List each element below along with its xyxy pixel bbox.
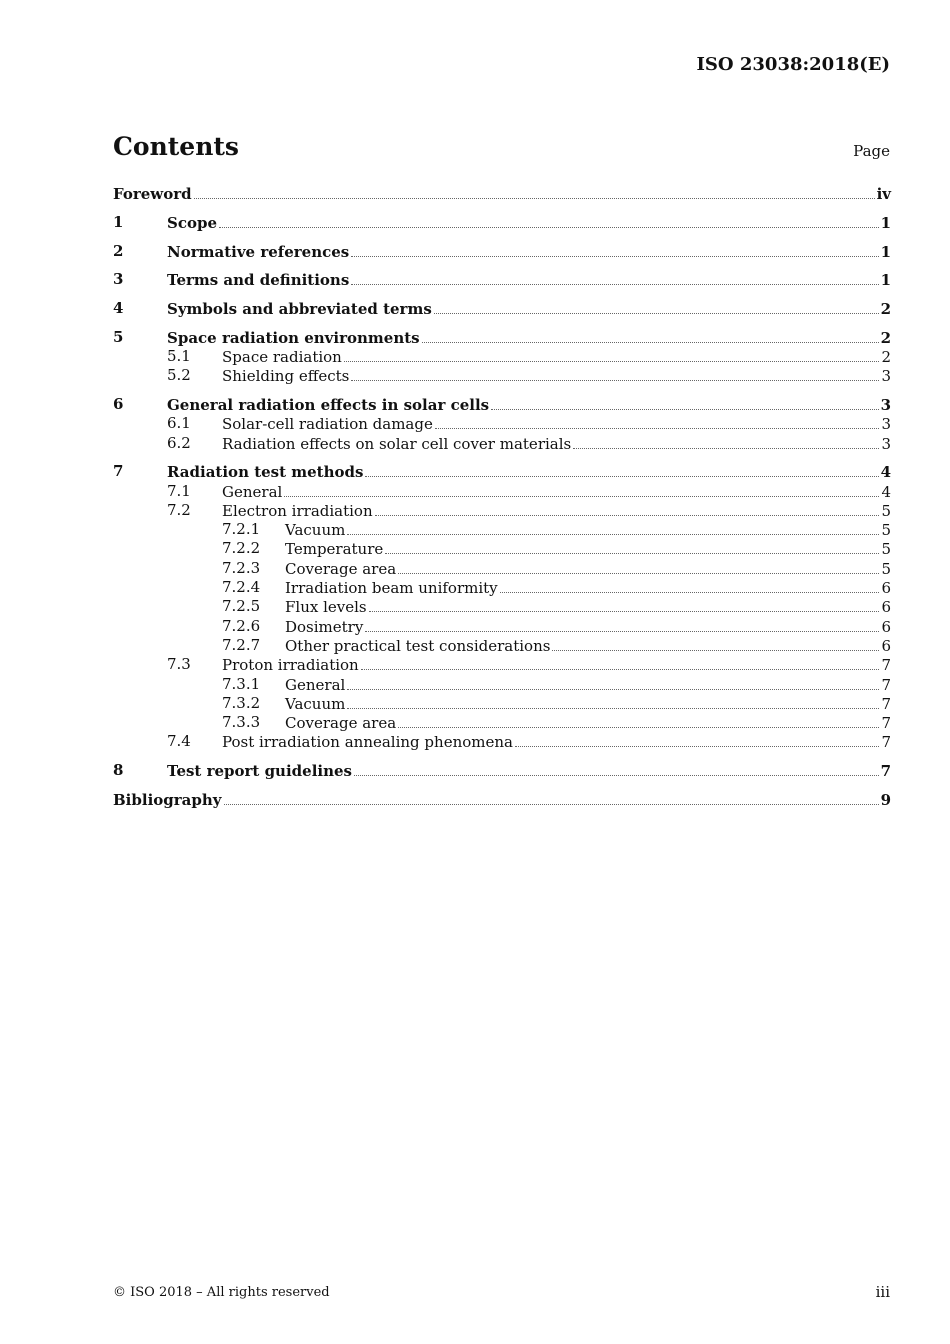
toc-entry-page: 3	[881, 415, 891, 434]
toc-entry-number: 5	[113, 327, 124, 346]
toc-entry-title: Scope	[167, 213, 218, 232]
toc-entry[interactable]	[113, 433, 891, 452]
dot-leader	[354, 775, 879, 776]
toc-entry-number: 8	[113, 761, 124, 780]
toc-entry-number: 7.4	[167, 732, 191, 751]
page-column-label: Page	[853, 142, 890, 160]
contents-heading: Contents	[113, 132, 240, 161]
toc-entry-page: 2	[880, 300, 891, 319]
toc-entry[interactable]	[113, 761, 891, 780]
toc-entry-title: Vacuum	[285, 521, 346, 540]
toc-entry-number: 7.3.2	[222, 693, 261, 712]
toc-entry[interactable]	[113, 213, 891, 232]
toc-entry-title: Space radiation	[222, 348, 342, 367]
dot-leader	[219, 227, 879, 228]
toc-entry-number: 7.3.3	[222, 713, 261, 732]
toc-entry[interactable]	[113, 655, 891, 674]
toc-entry-page: 4	[881, 482, 891, 501]
dot-leader	[351, 284, 878, 285]
dot-leader	[491, 409, 878, 410]
toc-entry-title: Solar-cell radiation damage	[222, 415, 433, 434]
toc-entry-title: Flux levels	[285, 598, 367, 617]
toc-entry[interactable]	[113, 597, 891, 616]
toc-entry-page: 1	[880, 242, 891, 261]
toc-entry-number: 3	[113, 270, 124, 289]
toc-entry-number: 7.2.6	[222, 616, 261, 635]
toc-entry-number: 7.2.3	[222, 558, 261, 577]
toc-entry-page: 2	[881, 348, 891, 367]
toc-entry-number: 7.2.1	[222, 520, 261, 539]
toc-entry[interactable]	[113, 636, 891, 655]
toc-entry-number: 5.1	[167, 347, 191, 366]
dot-leader	[552, 650, 879, 651]
toc-entry-title: Test report guidelines	[167, 762, 352, 781]
toc-entry[interactable]	[113, 732, 891, 751]
toc-entry-number: 7.3.1	[222, 674, 261, 693]
toc-entry[interactable]	[113, 674, 891, 693]
toc-entry-page: 7	[881, 694, 891, 713]
toc-entry-page: 7	[881, 733, 891, 752]
toc-entry[interactable]	[113, 462, 891, 481]
toc-entry[interactable]	[113, 366, 891, 385]
toc-entry-title: General	[222, 482, 283, 501]
toc-entry-number: 7.2.4	[222, 578, 261, 597]
dot-leader	[365, 476, 878, 477]
toc-entry-number: 5.2	[167, 366, 191, 385]
toc-entry-page: 5	[881, 540, 891, 559]
dot-leader	[194, 198, 875, 199]
toc-entry[interactable]	[113, 694, 891, 713]
toc-entry-number: 7.2	[167, 500, 191, 519]
dot-leader	[435, 428, 880, 429]
toc-entry[interactable]	[113, 558, 891, 577]
dot-leader	[224, 804, 879, 805]
toc-entry-title: General	[285, 675, 346, 694]
toc-entry[interactable]	[113, 241, 891, 260]
toc-entry-title: Proton irradiation	[222, 656, 359, 675]
dot-leader	[369, 611, 880, 612]
toc-entry-page: 4	[880, 463, 891, 482]
toc-entry-page: 9	[880, 790, 891, 809]
toc-entry-title: Terms and definitions	[167, 271, 350, 290]
toc-entry-title: Space radiation environments	[167, 328, 420, 347]
toc-entry-page: 7	[881, 656, 891, 675]
dot-leader	[398, 727, 879, 728]
toc-entry-page: 1	[880, 271, 891, 290]
toc-entry-number: 6.2	[167, 433, 191, 452]
toc-entry-title: Foreword	[113, 185, 192, 204]
toc-entry-number: 6.1	[167, 414, 191, 433]
toc-entry-page: 5	[881, 501, 891, 520]
dot-leader	[361, 669, 880, 670]
toc-entry-number: 7.3	[167, 655, 191, 674]
toc-entry-page: 5	[881, 521, 891, 540]
toc-entry-title: Electron irradiation	[222, 501, 373, 520]
toc-entry-title: Radiation effects on solar cell cover materials	[222, 434, 572, 453]
dot-leader	[347, 534, 879, 535]
toc-entry-title: Other practical test considerations	[285, 636, 551, 655]
dot-leader	[500, 592, 880, 593]
toc-entry-number: 4	[113, 299, 124, 318]
toc-entry[interactable]	[113, 578, 891, 597]
toc-entry[interactable]	[113, 481, 891, 500]
dot-leader	[347, 689, 879, 690]
dot-leader	[351, 380, 879, 381]
toc-entry-number: 6	[113, 395, 124, 414]
toc-entry-page: 3	[881, 434, 891, 453]
toc-entry-number: 1	[113, 212, 124, 231]
toc-entry-title: Temperature	[285, 540, 384, 559]
toc-entry-page: 6	[881, 598, 891, 617]
dot-leader	[422, 342, 879, 343]
toc-entry-title: Symbols and abbreviated terms	[167, 300, 432, 319]
toc-entry-page: 5	[881, 559, 891, 578]
toc-entry[interactable]	[113, 184, 891, 203]
dot-leader	[385, 553, 879, 554]
toc-entry-page: 2	[880, 328, 891, 347]
toc-entry-title: Coverage area	[285, 714, 397, 733]
dot-leader	[398, 573, 879, 574]
toc-entry-title: Irradiation beam uniformity	[285, 579, 498, 598]
toc-entry-page: iv	[876, 185, 891, 204]
toc-entry-page: 6	[881, 617, 891, 636]
toc-entry-title: Shielding effects	[222, 367, 350, 386]
dot-leader	[573, 448, 879, 449]
toc-entry-title: Coverage area	[285, 559, 397, 578]
dot-leader	[284, 496, 879, 497]
toc-entry[interactable]	[113, 270, 891, 289]
toc-entry-title: Bibliography	[113, 790, 222, 809]
toc-entry-page: 1	[880, 213, 891, 232]
toc-entry[interactable]	[113, 327, 891, 346]
toc-entry-page: 6	[881, 579, 891, 598]
document-id: ISO 23038:2018(E)	[696, 54, 890, 75]
toc-entry-number: 7	[113, 462, 124, 481]
toc-entry[interactable]	[113, 713, 891, 732]
toc-entry[interactable]	[113, 347, 891, 366]
toc-entry[interactable]	[113, 520, 891, 539]
toc-entry-page: 7	[881, 675, 891, 694]
toc-entry-page: 3	[881, 367, 891, 386]
toc-entry-page: 6	[881, 636, 891, 655]
toc-entry-page: 7	[881, 714, 891, 733]
toc-entry[interactable]	[113, 299, 891, 318]
toc-entry[interactable]	[113, 501, 891, 520]
dot-leader	[375, 515, 880, 516]
toc-entry-number: 7.2.5	[222, 597, 261, 616]
toc-entry-number: 7.1	[167, 481, 191, 500]
toc-entry-title: Vacuum	[285, 694, 346, 713]
dot-leader	[344, 361, 880, 362]
toc-entry-title: Post irradiation annealing phenomena	[222, 733, 513, 752]
dot-leader	[365, 631, 879, 632]
dot-leader	[515, 746, 879, 747]
toc-entry-page: 3	[880, 396, 891, 415]
table-of-contents	[113, 184, 891, 809]
toc-entry[interactable]	[113, 539, 891, 558]
toc-entry-title: Radiation test methods	[167, 463, 364, 482]
dot-leader	[434, 313, 879, 314]
toc-entry-number: 7.2.7	[222, 635, 261, 654]
dot-leader	[351, 256, 878, 257]
page-number: iii	[875, 1283, 890, 1301]
toc-entry-page: 7	[880, 762, 891, 781]
toc-entry-title: General radiation effects in solar cells	[167, 396, 490, 415]
toc-entry-title: Normative references	[167, 242, 350, 261]
toc-entry-number: 2	[113, 241, 124, 260]
toc-entry[interactable]	[113, 790, 891, 809]
toc-entry[interactable]	[113, 616, 891, 635]
toc-entry-title: Dosimetry	[285, 617, 364, 636]
toc-entry-number: 7.2.2	[222, 539, 261, 558]
dot-leader	[347, 708, 879, 709]
copyright-notice: © ISO 2018 – All rights reserved	[113, 1285, 330, 1300]
toc-entry[interactable]	[113, 414, 891, 433]
toc-entry[interactable]	[113, 395, 891, 414]
